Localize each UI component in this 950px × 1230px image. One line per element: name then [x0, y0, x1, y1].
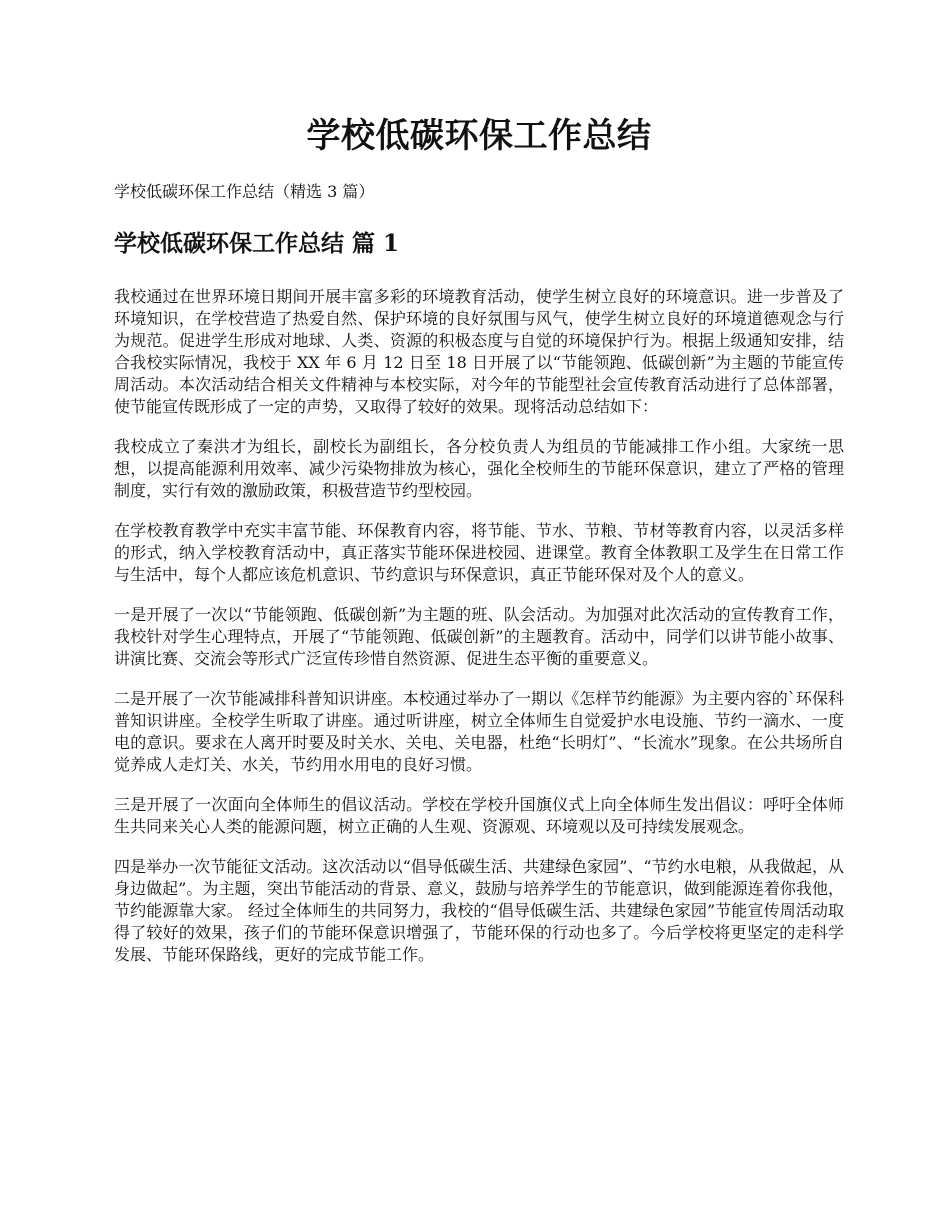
paragraph-activity-three: 三是开展了一次面向全体师生的倡议活动。学校在学校升国旗仪式上向全体师生发出倡议：呼吁全体师生共同来关心人类的能源问题，树立正确的人生观、资源观、环境观以及可持续发展观念。 — [114, 795, 844, 836]
document-body — [114, 286, 844, 984]
paragraph-organization: 我校成立了秦洪才为组长，副校长为副组长，各分校负责人为组员的节能减排工作小组。大家统一思想，以提高能源利用效率、减少污染物排放为核心，强化全校师生的节能环保意识，建立了严格的管理制度，实行有效的激励政策，积极营造节约型校园。 — [114, 437, 844, 500]
paragraph-intro: 我校通过在世界环境日期间开展丰富多彩的环境教育活动，使学生树立良好的环境意识。进一步普及了环境知识，在学校营造了热爱自然、保护环境的良好氛围与风气，使学生树立良好的环境道德观念与行为规范。促进学生形成对地球、人类、资源的积极态度与自觉的环境保护行为。根据上级通知安排，结合我校实际情况，我校于 XX 年 6 月 12 日至 18 日开展了以“节能领跑、低碳创新”为主题的节能宣传周活动。本次活动结合相关文件精神与本校实际，对今年的节能型社会宣传教育活动进行了总体部署，使节能宣传既形成了一定的声势，又取得了较好的效果。现将活动总结如下： — [114, 287, 844, 416]
paragraph-activity-four: 四是举办一次节能征文活动。这次活动以“倡导低碳生活、共建绿色家园”、“节约水电粮，从我做起，从身边做起”。为主题，突出节能活动的背景、意义，鼓励与培养学生的节能意识，做到能源连着你我他，节约能源靠大家。 经过全体师生的共同努力，我校的“倡导低碳生活、共建绿色家园”节能宣传周活动取得了较好的效果，孩子们的节能环保意识增强了，节能环保的行动也多了。今后学校将更坚定的走科学发展、节能环保路线，更好的完成节能工作。 — [114, 857, 844, 964]
document-subtitle: 学校低碳环保工作总结（精选 3 篇） — [114, 182, 375, 201]
document-title: 学校低碳环保工作总结 — [306, 116, 652, 156]
paragraph-activity-two: 二是开展了一次节能减排科普知识讲座。本校通过举办了一期以《怎样节约能源》为主要内容的`环保科普知识讲座。全校学生听取了讲座。通过听讲座，树立全体师生自觉爱护水电设施、节约一滴水、一度电的意识。要求在人离开时要及时关水、关电、关电器，杜绝“长明灯”、“长流水”现象。在公共场所自觉养成人走灯关、水关，节约用水用电的良好习惯。 — [114, 689, 844, 774]
section-heading: 学校低碳环保工作总结 篇 1 — [114, 230, 400, 257]
paragraph-activity-one: 一是开展了一次以“节能领跑、低碳创新”为主题的班、队会活动。为加强对此次活动的宣传教育工作，我校针对学生心理特点，开展了“节能领跑、低碳创新”的主题教育。活动中，同学们以讲节能小故事、讲演比赛、交流会等形式广泛宣传珍惜自然资源、促进生态平衡的重要意义。 — [114, 605, 844, 668]
paragraph-curriculum: 在学校教育教学中充实丰富节能、环保教育内容，将节能、节水、节粮、节材等教育内容，以灵活多样的形式，纳入学校教育活动中，真正落实节能环保进校园、进课堂。教育全体教职工及学生在日常工作与生活中，每个人都应该危机意识、节约意识与环保意识，真正节能环保对及个人的意义。 — [114, 521, 844, 584]
